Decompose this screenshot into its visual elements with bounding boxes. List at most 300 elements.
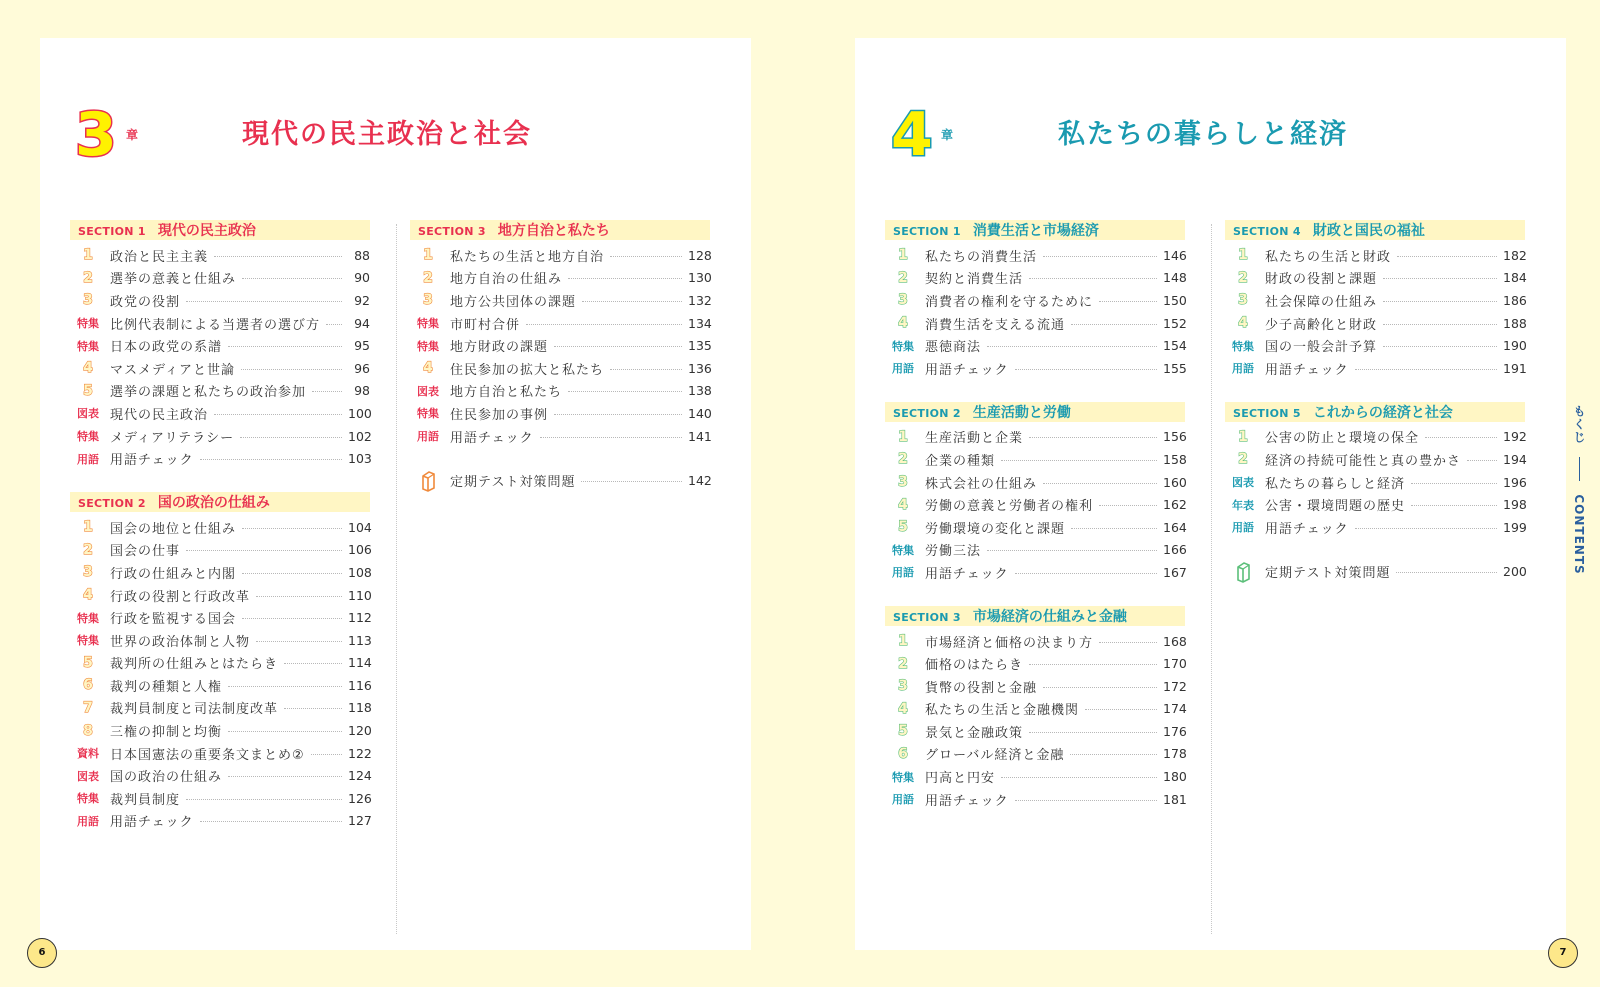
entry-title[interactable]: 世界の政治体制と人物 xyxy=(110,634,251,650)
toc-section xyxy=(70,220,370,470)
toc-entry[interactable] xyxy=(885,471,1185,494)
entry-title[interactable]: 定期テスト対策問題 xyxy=(450,475,576,491)
dot-leader xyxy=(581,481,682,482)
toc-entry[interactable] xyxy=(1225,289,1525,312)
entry-title[interactable]: 住民参加の事例 xyxy=(450,407,549,423)
chapter-title: 現代の民主政治と社会 xyxy=(242,119,532,150)
entry-page-number: 178 xyxy=(1163,746,1187,762)
dot-leader xyxy=(1383,324,1497,325)
entry-page-number: 194 xyxy=(1503,451,1527,467)
lesson-number: 3 xyxy=(1238,292,1248,309)
dot-leader xyxy=(1396,572,1497,573)
toc-entry-test[interactable] xyxy=(410,469,710,492)
entry-page-number: 181 xyxy=(1163,791,1187,807)
toc-entry[interactable] xyxy=(1225,312,1525,335)
toc-entry[interactable] xyxy=(70,402,370,425)
entry-page-number: 180 xyxy=(1163,769,1187,785)
dot-leader xyxy=(1070,754,1157,755)
entry-page-number: 158 xyxy=(1163,451,1187,467)
entry-title[interactable]: 地方財政の課題 xyxy=(450,340,549,356)
entry-title[interactable]: 現代の民主政治 xyxy=(110,407,209,423)
toc-entry[interactable] xyxy=(70,447,370,470)
entry-title[interactable]: 用語チェック xyxy=(110,453,194,469)
entry-page-number: 103 xyxy=(348,451,372,467)
entry-title[interactable]: 政治と民主主義 xyxy=(110,249,209,265)
lesson-number: 4 xyxy=(83,587,93,604)
toc-entry[interactable] xyxy=(885,539,1185,562)
entry-title[interactable]: 消費者の権利を守るために xyxy=(925,294,1094,310)
entry-type-tag: 特集 xyxy=(77,317,99,331)
entry-page-number: 98 xyxy=(354,383,370,399)
entry-title[interactable]: 消費生活を支える流通 xyxy=(925,317,1066,333)
dot-leader xyxy=(987,550,1157,551)
entry-page-number: 154 xyxy=(1163,338,1187,354)
lesson-number: 5 xyxy=(898,723,908,740)
toc-section xyxy=(70,492,370,832)
toc-entry[interactable] xyxy=(885,561,1185,584)
toc-entry[interactable] xyxy=(885,312,1185,335)
toc-entry[interactable] xyxy=(70,312,370,335)
dot-leader xyxy=(1015,800,1157,801)
entry-title[interactable]: 契約と消費生活 xyxy=(925,272,1024,288)
toc-entry[interactable] xyxy=(70,719,370,742)
lesson-number: 3 xyxy=(83,564,93,581)
dot-leader xyxy=(228,346,342,347)
dot-leader xyxy=(1001,777,1157,778)
entry-page-number: 141 xyxy=(688,428,712,444)
entry-page-number: 122 xyxy=(348,745,372,761)
lesson-number: 5 xyxy=(83,382,93,399)
entry-title[interactable]: 用語チェック xyxy=(1265,362,1349,378)
dot-leader xyxy=(186,301,342,302)
dot-leader xyxy=(1383,301,1497,302)
section-title: 財政と国民の福祉 xyxy=(1312,223,1425,239)
toc-entry[interactable] xyxy=(885,357,1185,380)
entry-title[interactable]: 貨幣の役割と金融 xyxy=(925,680,1038,696)
entry-title[interactable]: 日本国憲法の重要条文まとめ② xyxy=(110,747,305,763)
entry-type-tag: 特集 xyxy=(417,407,439,421)
dot-leader xyxy=(1411,483,1497,484)
toc-entry[interactable] xyxy=(70,334,370,357)
toc-entry[interactable] xyxy=(885,516,1185,539)
toc-entry[interactable] xyxy=(1225,426,1525,449)
dot-leader xyxy=(1411,505,1497,506)
side-label-en: CONTENTS xyxy=(1572,494,1586,575)
toc-entry[interactable] xyxy=(885,765,1185,788)
dot-leader xyxy=(242,618,342,619)
section-title: 国の政治の仕組み xyxy=(157,494,270,511)
entry-title[interactable]: 経済の持続可能性と真の豊かさ xyxy=(1265,453,1462,469)
entry-page-number: 142 xyxy=(688,473,712,489)
lesson-number: 3 xyxy=(83,292,93,309)
entry-page-number: 135 xyxy=(688,338,712,354)
entry-page-number: 160 xyxy=(1163,474,1187,490)
entry-type-tag: 特集 xyxy=(417,317,439,331)
entry-title[interactable]: 行政を監視する国会 xyxy=(110,612,237,628)
entry-title[interactable]: 定期テスト対策問題 xyxy=(1265,566,1391,582)
entry-page-number: 88 xyxy=(354,247,370,263)
chapter-number: 4 xyxy=(891,100,933,170)
entry-title[interactable]: 地方自治と私たち xyxy=(450,385,563,401)
dot-leader xyxy=(1015,369,1157,370)
entry-page-number: 199 xyxy=(1503,519,1527,535)
toc-entry[interactable] xyxy=(410,334,710,357)
entry-title[interactable]: 生産活動と企業 xyxy=(925,431,1024,447)
entry-page-number: 184 xyxy=(1503,270,1527,286)
lesson-number: 2 xyxy=(1238,451,1248,468)
entry-title[interactable]: 三権の抑制と均衡 xyxy=(110,725,223,741)
toc-entry[interactable] xyxy=(885,267,1185,290)
side-label-separator xyxy=(1579,457,1580,481)
entry-type-tag: 資料 xyxy=(77,747,99,761)
entry-page-number: 104 xyxy=(348,519,372,535)
lesson-number: 4 xyxy=(898,700,908,717)
dot-leader xyxy=(242,573,342,574)
section-label: SECTION 2 xyxy=(893,406,961,420)
toc-entry[interactable] xyxy=(1225,267,1525,290)
dot-leader xyxy=(610,256,682,257)
entry-page-number: 120 xyxy=(348,723,372,739)
toc-section xyxy=(410,220,710,447)
entry-type-tag: 用語 xyxy=(417,430,439,444)
toc-entry[interactable] xyxy=(885,720,1185,743)
toc-entry[interactable] xyxy=(70,652,370,675)
dot-leader xyxy=(228,686,342,687)
dot-leader xyxy=(228,731,342,732)
toc-entry[interactable] xyxy=(70,764,370,787)
entry-page-number: 162 xyxy=(1163,497,1187,513)
entry-title[interactable]: 比例代表制による当選者の選び方 xyxy=(110,317,321,333)
entry-title[interactable]: 用語チェック xyxy=(450,430,534,446)
toc-entry[interactable] xyxy=(70,267,370,290)
dot-leader xyxy=(228,776,342,777)
dot-leader xyxy=(200,459,342,460)
entry-type-tag: 特集 xyxy=(77,611,99,625)
toc-entry[interactable] xyxy=(70,629,370,652)
dot-leader xyxy=(240,437,342,438)
entry-title[interactable]: 悪徳商法 xyxy=(925,340,982,356)
toc-entry[interactable] xyxy=(885,493,1185,516)
entry-type-tag: 用語 xyxy=(892,566,914,580)
dot-leader xyxy=(554,414,682,415)
entry-page-number: 198 xyxy=(1503,497,1527,513)
lesson-number: 2 xyxy=(423,269,433,286)
entry-page-number: 108 xyxy=(348,564,372,580)
entry-title[interactable]: 日本の政党の系譜 xyxy=(110,340,223,356)
toc-entry[interactable] xyxy=(410,312,710,335)
section-title: 現代の民主政治 xyxy=(157,223,256,239)
chapter-title: 私たちの暮らしと経済 xyxy=(1058,119,1348,150)
toc-entry[interactable] xyxy=(410,357,710,380)
toc-entry[interactable] xyxy=(885,448,1185,471)
entry-title[interactable]: マスメディアと世論 xyxy=(110,362,235,378)
entry-type-tag: 特集 xyxy=(77,792,99,806)
toc-entry[interactable] xyxy=(410,402,710,425)
dot-leader xyxy=(1355,369,1497,370)
dot-leader xyxy=(241,369,342,370)
toc-entry[interactable] xyxy=(70,810,370,833)
entry-title[interactable]: 公害の防止と環境の保全 xyxy=(1265,431,1420,447)
entry-title[interactable]: グローバル経済と金融 xyxy=(925,748,1065,764)
entry-page-number: 174 xyxy=(1163,701,1187,717)
entry-page-number: 156 xyxy=(1163,429,1187,445)
entry-page-number: 92 xyxy=(354,292,370,308)
entry-type-tag: 用語 xyxy=(77,452,99,466)
toc-entry[interactable] xyxy=(885,652,1185,675)
toc-entry[interactable] xyxy=(70,516,370,539)
lesson-number: 6 xyxy=(898,745,908,762)
entry-title[interactable]: 国会の仕事 xyxy=(110,544,181,560)
toc-entry[interactable] xyxy=(885,630,1185,653)
entry-title[interactable]: 私たちの生活と金融機関 xyxy=(925,703,1080,719)
entry-page-number: 94 xyxy=(354,315,370,331)
entry-title[interactable]: 国会の地位と仕組み xyxy=(110,521,237,537)
entry-title[interactable]: 労働三法 xyxy=(925,544,982,560)
entry-title[interactable]: 裁判員制度と司法制度改革 xyxy=(110,702,279,718)
chapter-4-header xyxy=(855,100,1566,180)
toc-entry[interactable] xyxy=(410,380,710,403)
toc-entry[interactable] xyxy=(410,244,710,267)
section-title: これからの経済と社会 xyxy=(1312,404,1453,421)
entry-type-tag: 特集 xyxy=(892,543,914,557)
chapter-3-header xyxy=(40,100,751,180)
column-divider xyxy=(1211,224,1212,934)
section-label: SECTION 2 xyxy=(78,496,146,510)
entry-type-tag: 特集 xyxy=(77,430,99,444)
toc-section xyxy=(1225,220,1525,380)
section-header xyxy=(70,492,370,512)
toc-entry[interactable] xyxy=(70,742,370,765)
entry-page-number: 96 xyxy=(354,360,370,376)
entry-page-number: 90 xyxy=(354,270,370,286)
entry-type-tag: 用語 xyxy=(892,793,914,807)
entry-title[interactable]: 私たちの暮らしと経済 xyxy=(1265,476,1406,492)
dot-leader xyxy=(214,256,342,257)
entry-title[interactable]: 円高と円安 xyxy=(925,771,996,787)
toc-entry[interactable] xyxy=(70,787,370,810)
section-title: 生産活動と労働 xyxy=(972,404,1071,421)
section-header xyxy=(70,220,370,240)
entry-page-number: 186 xyxy=(1503,292,1527,308)
entry-type-tag: 年表 xyxy=(1232,498,1254,512)
toc-entry[interactable] xyxy=(70,697,370,720)
lesson-number: 1 xyxy=(1238,428,1248,445)
toc-section xyxy=(1225,402,1525,539)
toc-entry[interactable] xyxy=(1225,448,1525,471)
toc-entry[interactable] xyxy=(885,698,1185,721)
toc-entry-test[interactable] xyxy=(1225,561,1525,584)
entry-title[interactable]: 裁判所の仕組みとはたらき xyxy=(110,657,279,673)
lesson-number: 4 xyxy=(898,315,908,332)
toc-entry[interactable] xyxy=(70,606,370,629)
dot-leader xyxy=(1071,528,1157,529)
entry-title[interactable]: 私たちの生活と地方自治 xyxy=(450,249,605,265)
toc-entry[interactable] xyxy=(70,674,370,697)
lesson-number: 2 xyxy=(898,269,908,286)
toc-column xyxy=(70,220,370,854)
section-header xyxy=(885,220,1185,240)
dot-leader xyxy=(1043,256,1157,257)
dot-leader xyxy=(311,754,342,755)
entry-page-number: 191 xyxy=(1503,360,1527,376)
toc-entry[interactable] xyxy=(1225,244,1525,267)
lesson-number: 5 xyxy=(898,519,908,536)
entry-title[interactable]: 公害・環境問題の歴史 xyxy=(1265,499,1406,515)
entry-page-number: 113 xyxy=(348,632,372,648)
toc-entry[interactable] xyxy=(70,244,370,267)
entry-title[interactable]: 用語チェック xyxy=(925,362,1009,378)
entry-title[interactable]: 選挙の意義と仕組み xyxy=(110,272,237,288)
toc-entry[interactable] xyxy=(1225,516,1525,539)
chapter-number: 3 xyxy=(75,100,117,170)
entry-page-number: 132 xyxy=(688,292,712,308)
lesson-number: 2 xyxy=(898,451,908,468)
lesson-number: 3 xyxy=(898,292,908,309)
chapter-suffix: 章 xyxy=(126,128,139,142)
entry-page-number: 167 xyxy=(1163,564,1187,580)
toc-entry[interactable] xyxy=(70,357,370,380)
toc-entry[interactable] xyxy=(885,289,1185,312)
entry-title[interactable]: 労働環境の変化と課題 xyxy=(925,521,1066,537)
dot-leader xyxy=(1043,483,1157,484)
entry-page-number: 188 xyxy=(1503,315,1527,331)
entry-title[interactable]: 市町村合併 xyxy=(450,317,521,333)
dot-leader xyxy=(1043,687,1157,688)
entry-page-number: 136 xyxy=(688,360,712,376)
entry-title[interactable]: 財政の役割と課題 xyxy=(1265,272,1378,288)
entry-type-tag: 図表 xyxy=(1232,476,1254,490)
entry-page-number: 176 xyxy=(1163,723,1187,739)
lesson-number: 7 xyxy=(83,699,93,716)
section-label: SECTION 5 xyxy=(1233,406,1301,420)
entry-title[interactable]: 企業の種類 xyxy=(925,453,996,469)
entry-title[interactable]: 国の一般会計予算 xyxy=(1265,340,1378,356)
toc-entry[interactable] xyxy=(410,425,710,448)
entry-title[interactable]: 行政の仕組みと内閣 xyxy=(110,566,237,582)
page-number-badge: 6 xyxy=(27,938,57,968)
entry-page-number: 130 xyxy=(688,270,712,286)
toc-entry[interactable] xyxy=(885,426,1185,449)
entry-page-number: 95 xyxy=(354,338,370,354)
section-header xyxy=(885,402,1185,422)
entry-title[interactable]: 地方自治の仕組み xyxy=(450,272,563,288)
dot-leader xyxy=(242,528,342,529)
lesson-number: 4 xyxy=(83,360,93,377)
toc-entry[interactable] xyxy=(885,334,1185,357)
toc-entry[interactable] xyxy=(70,380,370,403)
entry-title[interactable]: 用語チェック xyxy=(925,793,1009,809)
entry-title[interactable]: 裁判員制度 xyxy=(110,792,181,808)
dot-leader xyxy=(1383,346,1497,347)
dot-leader xyxy=(526,324,682,325)
toc-entry[interactable] xyxy=(885,675,1185,698)
toc-entry[interactable] xyxy=(70,539,370,562)
entry-title[interactable]: 用語チェック xyxy=(110,815,194,831)
toc-entry[interactable] xyxy=(410,267,710,290)
entry-title[interactable]: 私たちの消費生活 xyxy=(925,249,1038,265)
entry-title[interactable]: 労働の意義と労働者の権利 xyxy=(925,499,1094,515)
dot-leader xyxy=(326,324,342,325)
dot-leader xyxy=(186,550,342,551)
dot-leader xyxy=(1001,460,1157,461)
toc-entry[interactable] xyxy=(70,584,370,607)
toc-entry[interactable] xyxy=(885,788,1185,811)
entry-page-number: 150 xyxy=(1163,292,1187,308)
dot-leader xyxy=(1397,256,1497,257)
lesson-number: 4 xyxy=(1238,315,1248,332)
entry-page-number: 152 xyxy=(1163,315,1187,331)
entry-title[interactable]: 用語チェック xyxy=(1265,521,1349,537)
dot-leader xyxy=(1029,437,1157,438)
entry-title[interactable]: 国の政治の仕組み xyxy=(110,770,223,786)
entry-type-tag: 用語 xyxy=(892,362,914,376)
toc-entry[interactable] xyxy=(885,743,1185,766)
toc-section xyxy=(885,220,1185,380)
entry-page-number: 138 xyxy=(688,383,712,399)
toc-entry[interactable] xyxy=(70,289,370,312)
entry-page-number: 112 xyxy=(348,610,372,626)
lesson-number: 4 xyxy=(423,360,433,377)
entry-title[interactable]: 用語チェック xyxy=(925,566,1009,582)
toc-entry[interactable] xyxy=(1225,493,1525,516)
entry-title[interactable]: 裁判の種類と人権 xyxy=(110,679,223,695)
dot-leader xyxy=(284,663,342,664)
entry-title[interactable]: 社会保障の仕組み xyxy=(1265,294,1378,310)
entry-type-tag: 図表 xyxy=(417,384,439,398)
section-label: SECTION 4 xyxy=(1233,225,1301,238)
entry-title[interactable]: 私たちの生活と財政 xyxy=(1265,249,1392,265)
toc-entry[interactable] xyxy=(1225,471,1525,494)
entry-page-number: 127 xyxy=(348,813,372,829)
toc-entry[interactable] xyxy=(410,289,710,312)
entry-title[interactable]: メディアリテラシー xyxy=(110,430,235,446)
entry-page-number: 196 xyxy=(1503,474,1527,490)
lesson-number: 4 xyxy=(898,496,908,513)
entry-page-number: 166 xyxy=(1163,542,1187,558)
entry-page-number: 168 xyxy=(1163,633,1187,649)
entry-type-tag: 特集 xyxy=(77,339,99,353)
lesson-number: 2 xyxy=(83,269,93,286)
entry-title[interactable]: 地方公共団体の課題 xyxy=(450,294,577,310)
toc-entry[interactable] xyxy=(70,561,370,584)
entry-title[interactable]: 景気と金融政策 xyxy=(925,725,1024,741)
dot-leader xyxy=(554,346,682,347)
section-header xyxy=(410,220,710,240)
entry-title[interactable]: 選挙の課題と私たちの政治参加 xyxy=(110,385,307,401)
entry-title[interactable]: 少子高齢化と財政 xyxy=(1265,317,1378,333)
toc-entry[interactable] xyxy=(885,244,1185,267)
entry-title[interactable]: 政党の役割 xyxy=(110,294,181,310)
dot-leader xyxy=(540,437,682,438)
entry-page-number: 106 xyxy=(348,542,372,558)
dot-leader xyxy=(284,708,342,709)
dot-leader xyxy=(1099,301,1157,302)
dot-leader xyxy=(186,799,342,800)
toc-entry[interactable] xyxy=(1225,334,1525,357)
toc-entry[interactable] xyxy=(1225,357,1525,380)
page-number-badge: 7 xyxy=(1548,938,1578,968)
entry-page-number: 190 xyxy=(1503,338,1527,354)
entry-title[interactable]: 市場経済と価格の決まり方 xyxy=(925,635,1094,651)
toc-entry[interactable] xyxy=(70,425,370,448)
dot-leader xyxy=(1085,709,1157,710)
entry-title[interactable]: 住民参加の拡大と私たち xyxy=(450,362,605,378)
entry-page-number: 146 xyxy=(1163,247,1187,263)
entry-title[interactable]: 株式会社の仕組み xyxy=(925,476,1038,492)
section-header xyxy=(885,606,1185,626)
entry-title[interactable]: 行政の役割と行政改革 xyxy=(110,589,251,605)
entry-title[interactable]: 価格のはたらき xyxy=(925,658,1024,674)
